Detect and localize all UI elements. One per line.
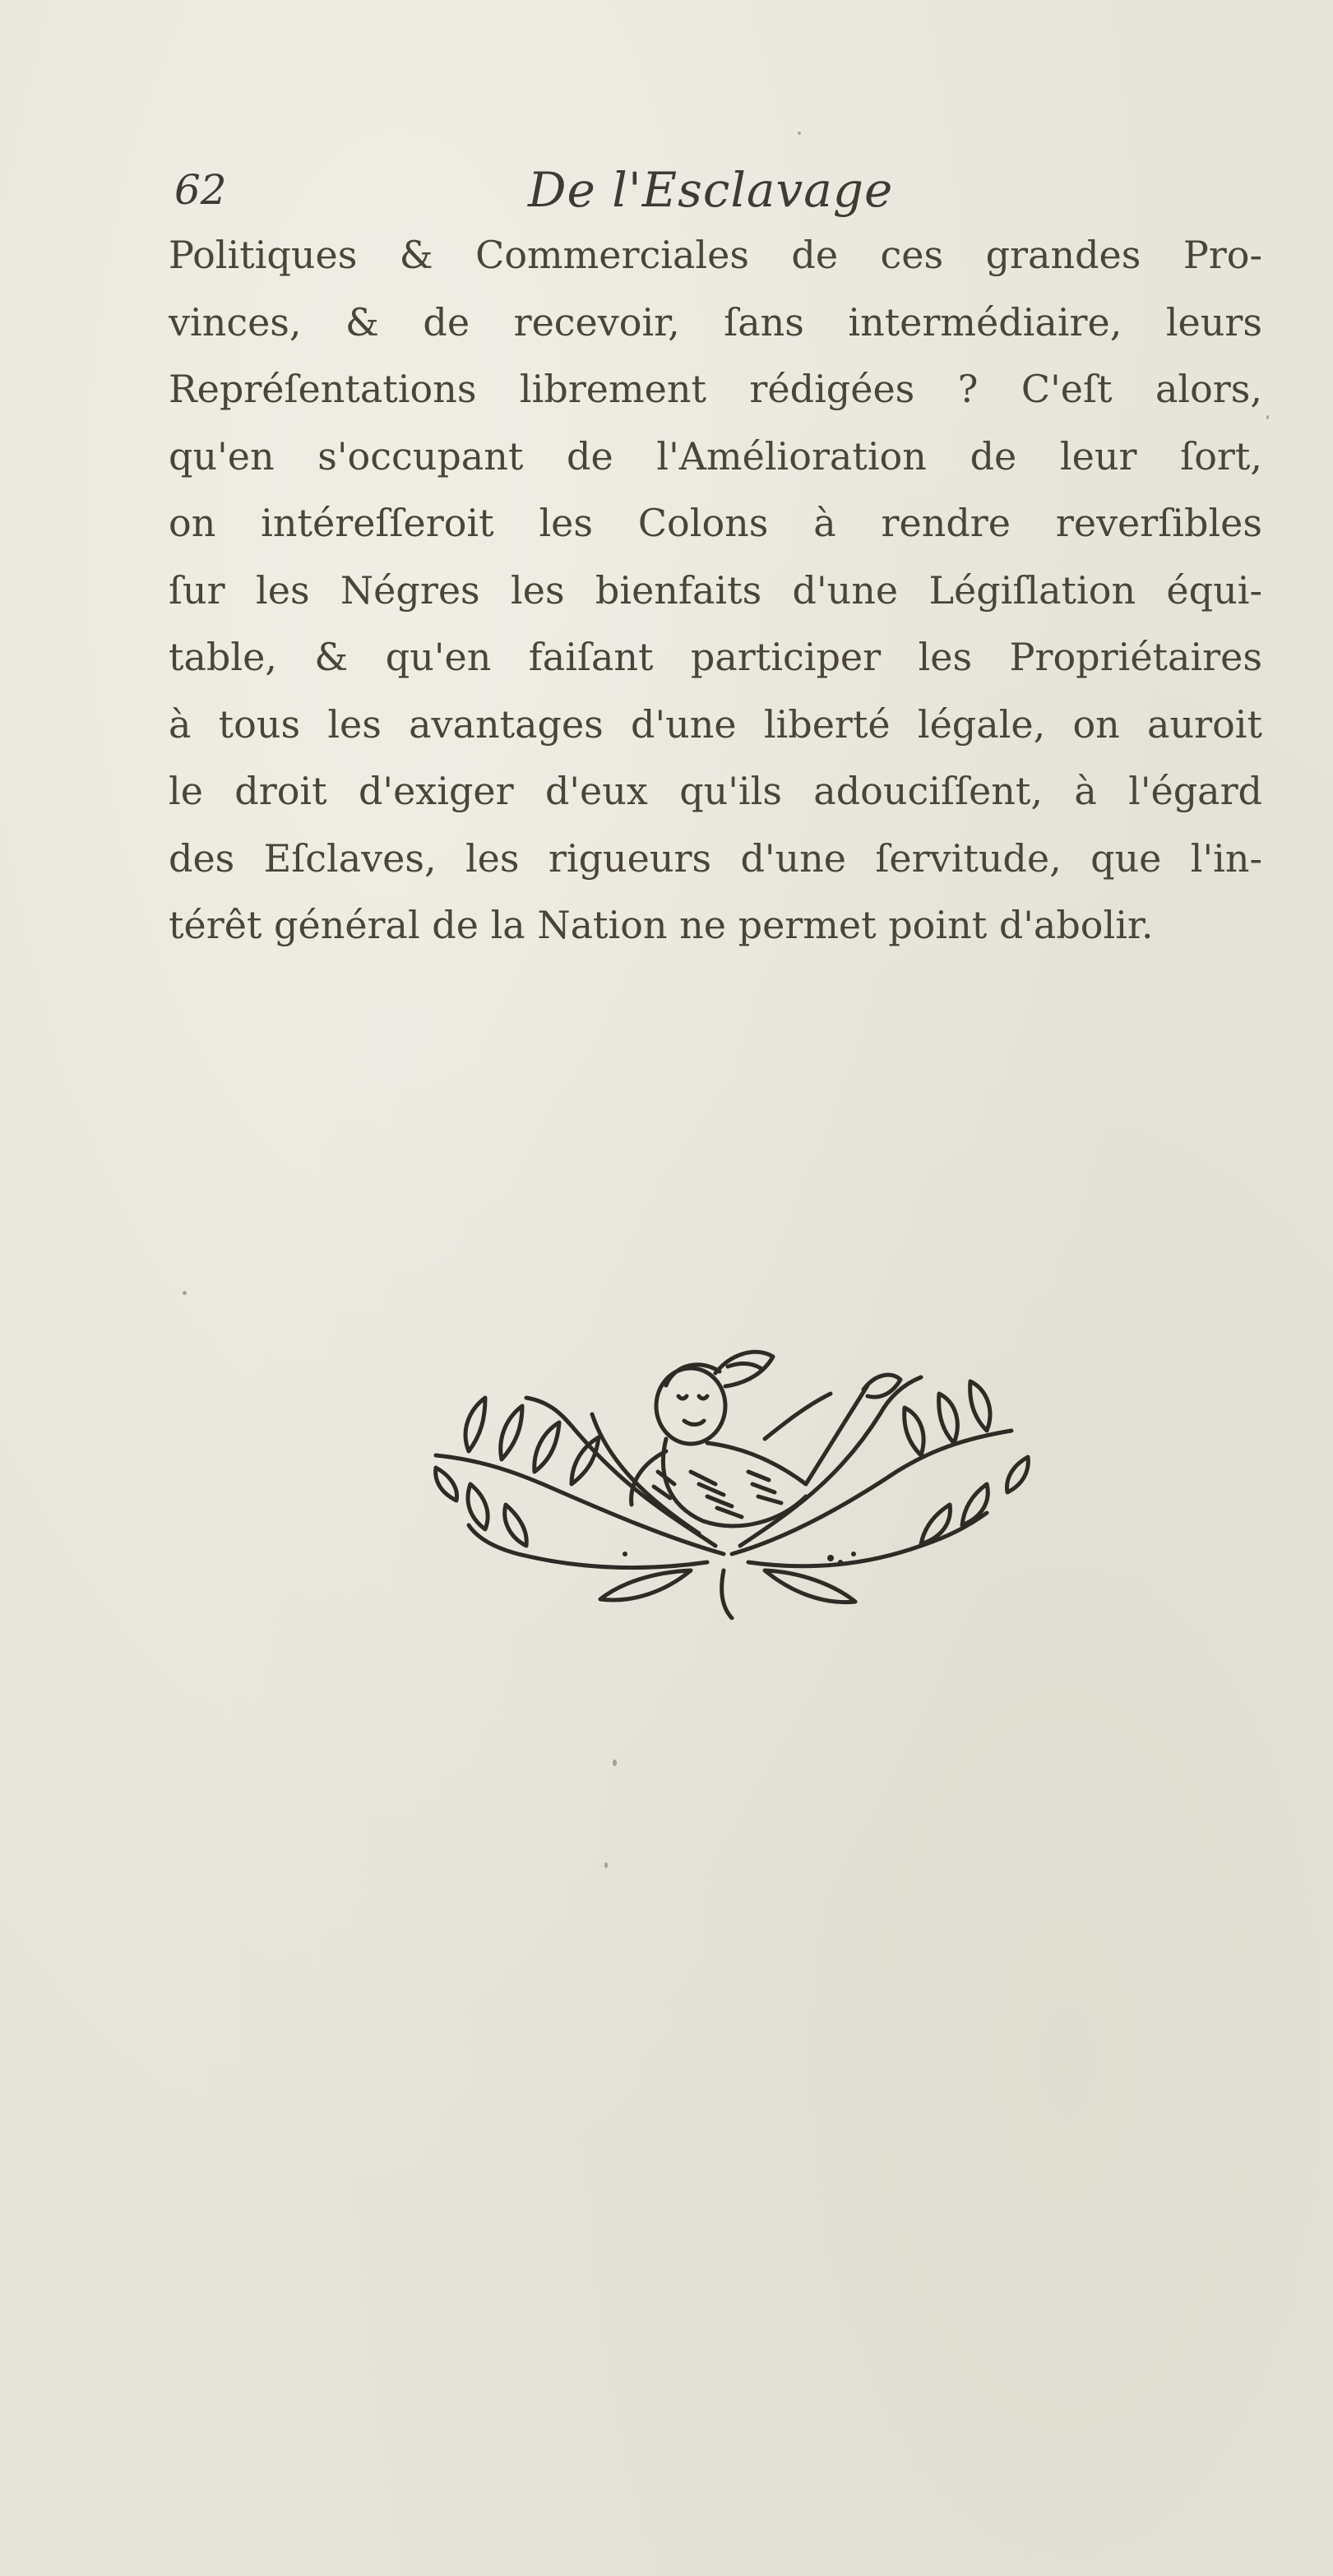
text-line: le droit d'exiger d'eux qu'ils adouciſſent, à l'égard xyxy=(169,769,1262,813)
text-line: Repréſentations librement rédigées ? C'eſt alors, xyxy=(169,367,1262,411)
paper-speck xyxy=(183,1291,187,1295)
text-line: table, & qu'en faiſant participer les Propriétaires xyxy=(169,635,1262,679)
page-header xyxy=(174,161,1268,219)
text-line: térêt général de la Nation ne permet point d'abolir. xyxy=(169,903,1154,947)
text-line: des Eſclaves, les rigueurs d'une ſervitude, que l'in- xyxy=(169,835,1262,881)
running-title: De l'Esclavage xyxy=(528,162,894,218)
paper-speck xyxy=(1266,415,1269,419)
text-line: qu'en s'occupant de l'Amélioration de leur ſort, xyxy=(169,433,1262,479)
paper-speck xyxy=(798,132,801,135)
paper-speck xyxy=(613,1760,617,1766)
text-line: ſur les Négres les bienfaits d'une Légiſlation équi- xyxy=(169,567,1262,613)
paper-speck xyxy=(604,1862,608,1868)
page-number: 62 xyxy=(174,166,227,214)
text-line: à tous les avantages d'une liberté légale, on auroit xyxy=(169,701,1262,747)
text-line: vinces, & de recevoir, ſans intermédiaire, leurs xyxy=(169,299,1262,345)
text-line: Politiques & Commerciales de ces grandes Pro- xyxy=(169,233,1262,277)
cherub-foliage-ornament-icon xyxy=(419,1307,1036,1620)
body-paragraph xyxy=(169,222,1262,960)
text-line: on intéreſſeroit les Colons à rendre reverſibles xyxy=(169,501,1262,545)
